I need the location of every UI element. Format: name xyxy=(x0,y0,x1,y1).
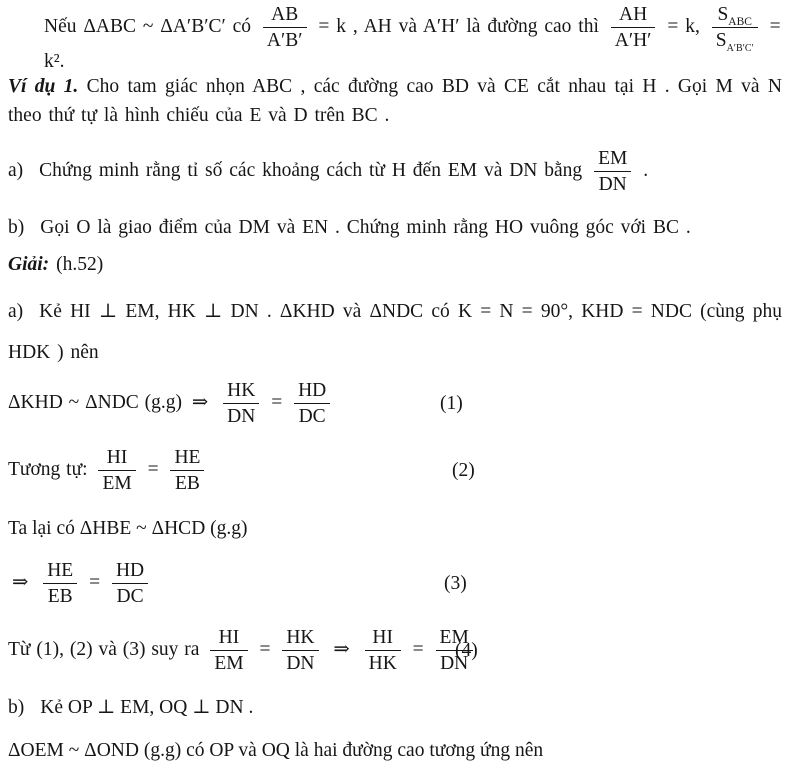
fraction-denominator: DC xyxy=(298,406,326,427)
fraction-hk-over-dn xyxy=(223,380,259,427)
fraction-area-ratio xyxy=(712,4,758,54)
fraction-numerator: EM xyxy=(594,148,631,172)
fraction-he-over-eb xyxy=(170,447,204,494)
closing-text: ΔOEM ~ ΔOND (g.g) có OP và OQ là hai đường cao tương ứng nên xyxy=(8,740,544,761)
fraction-hk-over-dn xyxy=(282,627,318,674)
fraction-denominator: HK xyxy=(368,653,397,674)
fraction-denominator: DN xyxy=(227,406,256,427)
fraction-denominator: DN xyxy=(440,653,469,674)
equation-2-lead: Tương tự: xyxy=(8,458,88,480)
intro-text-1: Nếu xyxy=(44,15,77,37)
question-b-text: Gọi O là giao điểm của DM và EN . Chứng minh rằng HO vuông góc với BC . xyxy=(40,217,691,238)
area-symbol: S xyxy=(717,4,729,25)
equation-2 xyxy=(8,447,782,494)
equation-4-number: (4) xyxy=(455,639,478,661)
figure-reference: (h.52) xyxy=(56,254,104,275)
similar-triangles-hbe-hcd-line xyxy=(8,518,248,540)
intro-text-4: = k, xyxy=(667,15,700,37)
step-a-line-2 xyxy=(8,340,782,366)
question-b xyxy=(8,214,782,241)
equation-1-lead: ΔKHD ~ ΔNDC (g.g) xyxy=(8,391,183,413)
fraction-numerator: HK xyxy=(223,380,259,404)
step-a-text-1: Kẻ HI ⊥ EM, HK ⊥ DN . ΔKHD và ΔNDC có K = N = 90°, KHD = NDC (cùng phụ xyxy=(39,301,782,322)
fraction-hd-over-dc xyxy=(294,380,330,427)
intro-text-5: = k². xyxy=(44,15,781,72)
fraction-numerator: AH xyxy=(611,4,656,28)
area-subscript-abc: ABC xyxy=(728,15,752,28)
equation-3-number: (3) xyxy=(444,572,467,594)
fraction-denominator: DN xyxy=(286,653,315,674)
step-a-marker: a) xyxy=(8,301,24,322)
fraction-numerator: HE xyxy=(43,560,77,584)
fraction-numerator: HD xyxy=(294,380,330,404)
fraction-numerator xyxy=(712,4,758,28)
fraction-denominator: DC xyxy=(116,586,144,607)
equation-1 xyxy=(8,380,782,427)
example-1-statement xyxy=(8,73,782,129)
intro-text-2: có xyxy=(232,15,252,37)
equals-sign: = xyxy=(89,571,101,593)
area-subscript-abc-prime: A′B′C′ xyxy=(726,42,754,54)
fraction-hd-over-dc xyxy=(112,560,148,607)
implies-icon: ⇒ xyxy=(12,571,29,593)
similar-triangles-hbe-hcd: Ta lại có ΔHBE ~ ΔHCD (g.g) xyxy=(8,518,248,539)
question-a-period: . xyxy=(643,159,649,181)
step-a-line-1 xyxy=(8,299,782,325)
question-b-marker: b) xyxy=(8,217,25,238)
equals-sign: = xyxy=(271,391,283,413)
example-text-2: theo thứ tự là hình chiếu của E và D trên BC . xyxy=(8,105,390,126)
fraction-numerator: AB xyxy=(263,4,307,28)
fraction-denominator: EB xyxy=(47,586,73,607)
step-b-text: Kẻ OP ⊥ EM, OQ ⊥ DN . xyxy=(40,697,254,718)
closing-line xyxy=(8,740,543,762)
example-line-2 xyxy=(8,102,782,129)
fraction-hi-over-em xyxy=(98,447,135,494)
fraction-hi-over-hk xyxy=(365,627,401,674)
fraction-numerator: HK xyxy=(282,627,318,651)
fraction-denominator: DN xyxy=(598,174,627,195)
area-symbol: S xyxy=(715,30,727,51)
question-a xyxy=(8,148,782,195)
fraction-ah-over-ah-prime xyxy=(611,4,656,51)
question-a-marker: a) xyxy=(8,159,24,181)
fraction-numerator: HI xyxy=(365,627,401,651)
equation-1-number: (1) xyxy=(440,392,463,414)
fraction-numerator: HD xyxy=(112,560,148,584)
fraction-denominator: EB xyxy=(174,473,200,494)
equals-sign: = xyxy=(412,638,424,660)
step-b-marker: b) xyxy=(8,697,25,718)
equation-2-number: (2) xyxy=(452,459,475,481)
intro-theorem-line xyxy=(44,4,786,73)
fraction-hi-over-em xyxy=(210,627,247,674)
example-text-1: Cho tam giác nhọn ABC , các đường cao BD và CE cắt nhau tại H . Gọi M và N xyxy=(86,76,782,97)
fraction-em-over-dn xyxy=(594,148,631,195)
equals-sign: = xyxy=(259,638,271,660)
fraction-denominator xyxy=(712,28,758,54)
fraction-denominator: A′B′ xyxy=(266,30,303,51)
solution-heading xyxy=(8,254,103,276)
implies-icon: ⇒ xyxy=(333,638,350,660)
solution-step-b xyxy=(8,695,253,719)
similar-triangles-statement: ΔABC ~ ΔA′B′C′ xyxy=(83,15,226,37)
equation-3 xyxy=(8,560,782,607)
example-label: Ví dụ 1. xyxy=(8,76,79,97)
solution-label: Giải: xyxy=(8,254,50,275)
fraction-numerator: HI xyxy=(210,627,247,651)
step-a-text-2: HDK ) nên xyxy=(8,342,99,363)
fraction-numerator: HI xyxy=(98,447,135,471)
fraction-ab-over-ab-prime xyxy=(263,4,307,51)
fraction-he-over-eb xyxy=(43,560,77,607)
fraction-numerator: HE xyxy=(170,447,204,471)
intro-text-3: = k , AH và A′H′ là đường cao thì xyxy=(318,15,599,37)
equation-4-lead: Từ (1), (2) và (3) suy ra xyxy=(8,638,200,660)
implies-icon: ⇒ xyxy=(191,391,209,413)
equation-4 xyxy=(8,627,782,674)
fraction-denominator: A′H′ xyxy=(614,30,652,51)
fraction-denominator: EM xyxy=(102,473,132,494)
solution-step-a xyxy=(8,299,782,366)
example-line-1 xyxy=(8,73,782,100)
equals-sign: = xyxy=(147,458,159,480)
question-a-text: Chứng minh rằng tỉ số các khoảng cách từ H đến EM và DN bằng xyxy=(39,159,583,181)
fraction-denominator: EM xyxy=(214,653,244,674)
fraction-numerator: EM xyxy=(436,627,473,651)
